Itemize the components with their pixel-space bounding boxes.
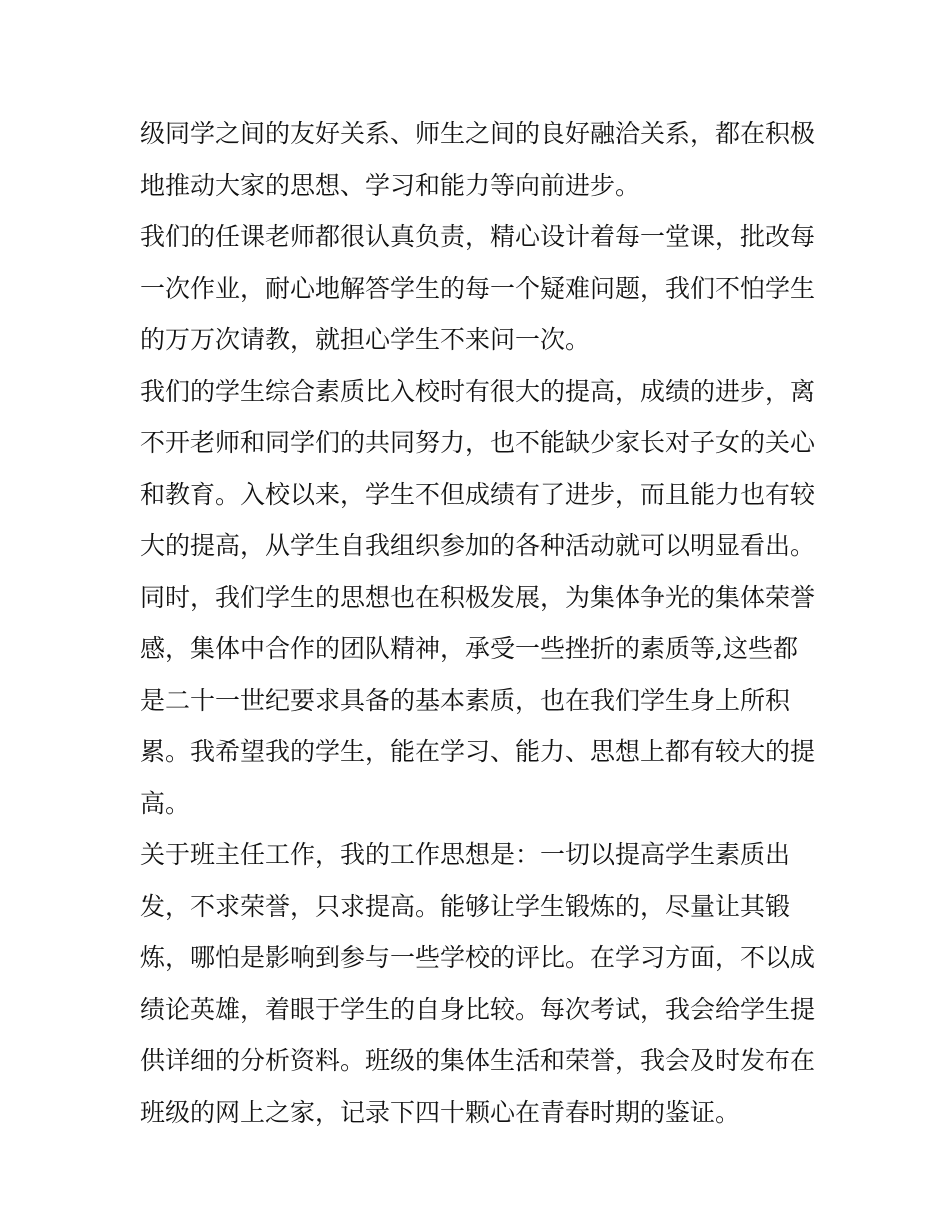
text-line: 地推动大家的思想、学习和能力等向前进步。	[140, 170, 641, 200]
text-line: 我们的任课老师都很认真负责，精心设计着每一堂课，批改每	[140, 222, 816, 251]
text-line: 的万万次请教，就担心学生不来问一次。	[140, 325, 591, 354]
text-line: 和教育。入校以来，学生不但成绩有了进步，而且能力也有较	[140, 479, 816, 509]
text-line: 累。我希望我的学生，能在学习、能力、思想上都有较大的提	[140, 737, 816, 766]
text-line: 不开老师和同学们的共同努力，也不能缺少家长对子女的关心	[140, 428, 816, 457]
text-line: 发，不求荣誉，只求提高。能够让学生锻炼的，尽量让其锻	[140, 891, 791, 921]
text-line: 高。	[140, 788, 191, 818]
text-line: 级同学之间的友好关系、师生之间的良好融洽关系，都在积极	[140, 119, 816, 148]
text-line: 是二十一世纪要求具备的基本素质，也在我们学生身上所积	[140, 685, 791, 715]
text-line: 绩论英雄，着眼于学生的自身比较。每次考试，我会给学生提	[140, 994, 816, 1024]
text-line: 感，集体中合作的团队精神，承受一些挫折的素质等,这些都	[140, 634, 798, 663]
text-line: 一次作业，耐心地解答学生的每一个疑难问题，我们不怕学生	[140, 273, 816, 303]
text-line: 同时，我们学生的思想也在积极发展，为集体争光的集体荣誉	[140, 582, 816, 612]
text-line: 供详细的分析资料。班级的集体生活和荣誉，我会及时发布在	[140, 1046, 816, 1075]
text-line: 炼，哪怕是影响到参与一些学校的评比。在学习方面，不以成	[140, 943, 816, 972]
text-line: 我们的学生综合素质比入校时有很大的提高，成绩的进步，离	[140, 376, 816, 406]
text-line: 班级的网上之家，记录下四十颗心在青春时期的鉴证。	[140, 1097, 741, 1127]
text-line: 关于班主任工作，我的工作思想是：一切以提高学生素质出	[140, 840, 791, 869]
document-body	[140, 108, 820, 1138]
text-line: 大的提高，从学生自我组织参加的各种活动就可以明显看出。	[140, 531, 816, 560]
